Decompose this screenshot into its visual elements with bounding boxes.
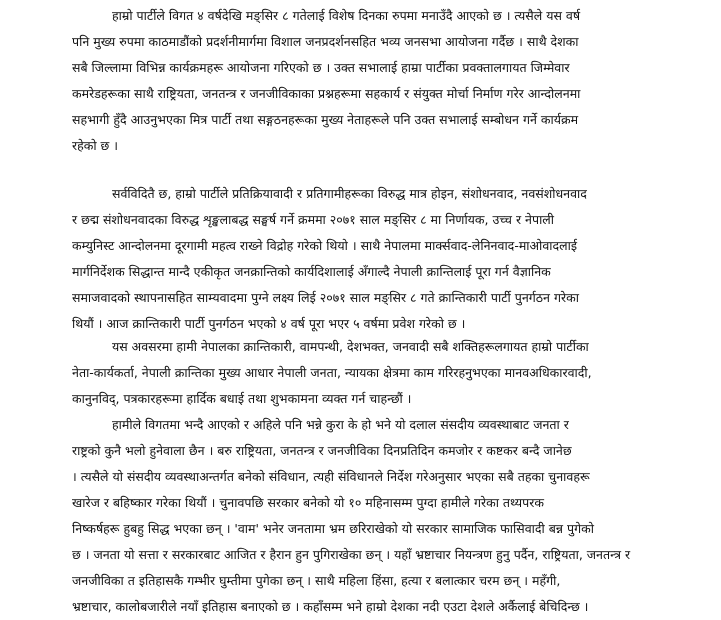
paragraph-line: सबै जिल्लामा विभिन्न कार्यक्रमहरू आयोजना गरिएको छ । उक्त सभालाई हाम्रा पार्टीका प्रवक्तालगायत जिम्मेवार [72, 60, 570, 75]
paragraph-line: र छद्म संशोधनवादका विरुद्ध शृङ्खलाबद्ध सङ्घर्ष गर्ने क्रममा २०७१ साल मङ्सिर ८ मा निर्णायक, उच्च र नेपाली [72, 212, 555, 227]
paragraph-line: । त्यसैले यो संसदीय व्यवस्थाअन्तर्गत बनेको संविधान, त्यही संविधानले निर्देश गरेअनुसार भएका सबै तहका चुनावहरू [72, 469, 590, 484]
paragraph-line: कानुनविद्, पत्रकारहरूमा हार्दिक बधाई तथा शुभकामना व्यक्त गर्न चाहन्छौं । [72, 391, 412, 406]
paragraph-line: छ । जनता यो सत्ता र सरकारबाट आजित र हैरान हुन पुगिराखेका छन् । यहाँ भ्रष्टाचार नियन्त्रण हुनु पर्दैन, राष्ट्रियता, जनतन्त्र र [72, 547, 631, 562]
paragraph-line: जनजीविका त इतिहासकै गम्भीर घुम्तीमा पुगेका छन् । साथै महिला हिंसा, हत्या र बलात्कार चरम छन् । महँगी, [72, 573, 561, 588]
paragraph-line: सर्वविदितै छ, हाम्रो पार्टीले प्रतिक्रियावादी र प्रतिगामीहरूका विरुद्ध मात्र होइन, संशोधनवाद, नवसंशोधनवाद [112, 186, 587, 201]
paragraph-line: रहेको छ । [72, 138, 119, 153]
paragraph-line: मार्गनिर्देशक सिद्धान्त मान्दै एकीकृत जनक्रान्तिको कार्यदिशालाई अँगाल्दै नेपाली क्रान्तिलाई पूरा गर्न वैज्ञानिक [72, 264, 551, 279]
paragraph-line: राष्ट्रको कुनै भलो हुनेवाला छैन । बरु राष्ट्रियता, जनतन्त्र र जनजीविका दिनप्रतिदिन कमजोर र कष्टकर बन्दै जानेछ [72, 443, 572, 458]
paragraph-line: थियौं । आज क्रान्तिकारी पार्टी पुनर्गठन भएको ४ वर्ष पूरा भएर ५ वर्षमा प्रवेश गरेको छ । [72, 316, 466, 331]
paragraph-line: कम्युनिस्ट आन्दोलनमा दूरगामी महत्व राख्ने विद्रोह गरेको थियो । साथै नेपालमा मार्क्सवाद-लेनिनवाद-माओवादलाई [72, 238, 578, 253]
paragraph-line: भ्रष्टाचार, कालोबजारीले नयाँ इतिहास बनाएको छ । कहाँसम्म भने हाम्रो देशका नदी एउटा देशले अर्कैलाई बेचिदिन्छ । [72, 599, 589, 614]
paragraph-line: हाम्रो पार्टीले विगत ४ वर्षदेखि मङ्सिर ८ गतेलाई विशेष दिनका रुपमा मनाउँदै आएको छ । त्यसैले यस वर्ष [112, 8, 581, 23]
paragraph-line: खारेज र बहिष्कार गरेका थियौं । चुनावपछि सरकार बनेको यो १० महिनासम्म पुग्दा हामीले गरेका तथ्यपरक [72, 495, 544, 510]
paragraph-line: पनि मुख्य रुपमा काठमाडौंको प्रदर्शनीमार्गमा विशाल जनप्रदर्शनसहित भव्य जनसभा आयोजना गर्दैछ । साथै देशका [72, 34, 579, 49]
paragraph-line: निष्कर्षहरू हुबहु सिद्ध भएका छन् । 'वाम' भनेर जनतामा भ्रम छरिराखेको यो सरकार सामाजिक फासिवादी बन्न पुगेको [72, 521, 594, 536]
paragraph-line: नेता-कार्यकर्ता, नेपाली क्रान्तिका मुख्य आधार नेपाली जनता, न्यायका क्षेत्रमा काम गरिरहनुभएका मानवअधिकारवादी, [72, 365, 592, 380]
paragraph-line: यस अवसरमा हामी नेपालका क्रान्तिकारी, वामपन्थी, देशभक्त, जनवादी सबै शक्तिहरूलगायत हाम्रो पार्टीका [112, 339, 589, 354]
paragraph-line: हामीले विगतमा भन्दै आएको र अहिले पनि भन्ने कुरा के हो भने यो दलाल संसदीय व्यवस्थाबाट जनता र [112, 417, 569, 432]
paragraph-line: समाजवादको स्थापनासहित साम्यवादमा पुग्ने लक्ष्य लिई २०७१ साल मङ्सिर ८ गते क्रान्तिकारी पार्टी पुनर्गठन गरेका [72, 290, 579, 305]
paragraph-line: सहभागी हुँदै आउनुभएका मित्र पार्टी तथा सङ्गठनहरूका मुख्य नेताहरूले पनि उक्त सभालाई सम्बोधन गर्ने कार्यक्रम [72, 112, 579, 127]
paragraph-line: कमरेडहरूका साथै राष्ट्रियता, जनतन्त्र र जनजीविकाका प्रश्नहरूमा सहकार्य र संयुक्त मोर्चा निर्माण गरेर आन्दोलनमा [72, 86, 581, 101]
